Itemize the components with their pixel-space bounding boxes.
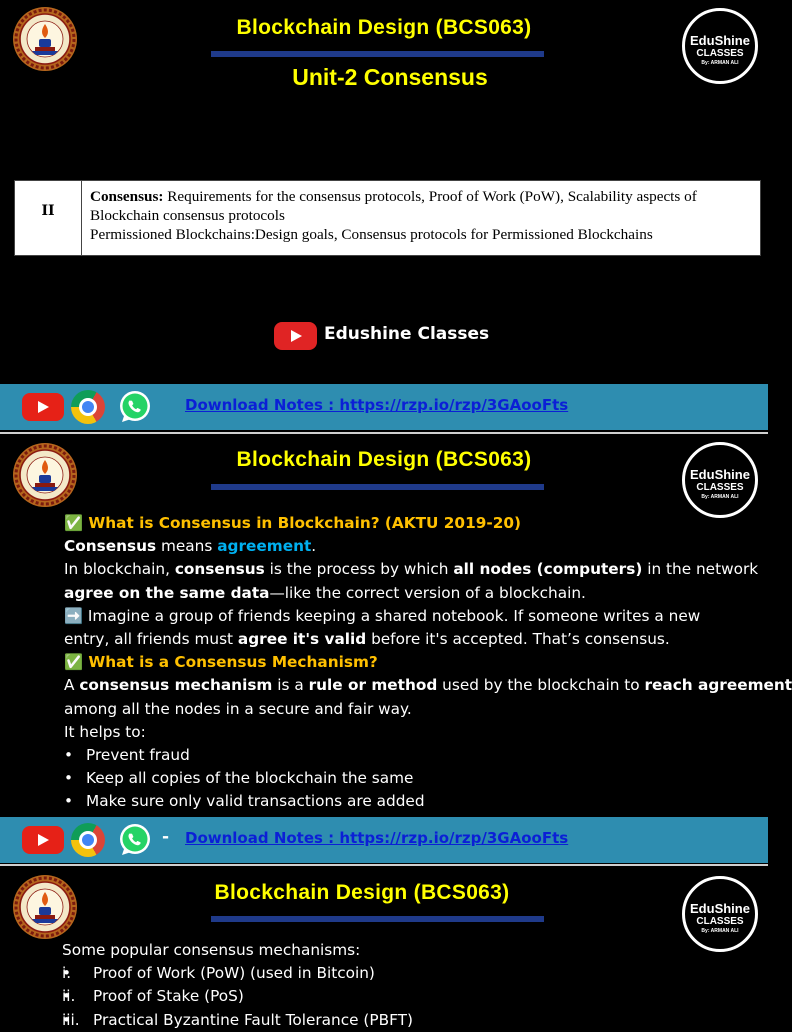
list-item: • Keep all copies of the blockchain the same — [64, 767, 764, 790]
text-line: agree on the same data—like the correct version of a blockchain. — [64, 583, 586, 602]
edushine-logo: EduShine CLASSES By: ARMAN ALI — [682, 8, 758, 84]
list-item: • iii. Practical Byzantine Fault Tolerance (PBFT) — [62, 1009, 762, 1032]
download-notes-link[interactable]: Download Notes : https://rzp.io/rzp/3GAooFts — [185, 829, 569, 847]
youtube-icon — [274, 322, 317, 350]
title-underline — [211, 484, 544, 490]
list-item: • Prevent fraud — [64, 744, 764, 767]
slide-subtitle: Unit-2 Consensus — [292, 64, 488, 90]
list-item: • ii. Proof of Stake (PoS) — [62, 985, 762, 1008]
channel-label: Edushine Classes — [324, 324, 490, 344]
text-line: ➡️ Imagine a group of friends keeping a shared notebook. If someone writes a new — [64, 606, 701, 625]
youtube-icon[interactable] — [22, 393, 64, 421]
list-item: • i. Proof of Work (PoW) (used in Bitcoin) — [62, 962, 762, 985]
slide-title: Blockchain Design (BCS063) — [236, 16, 532, 39]
slide-title: Blockchain Design (BCS063) — [214, 881, 510, 904]
slide-unit-overview — [0, 0, 768, 429]
download-notes-link[interactable]: Download Notes : https://rzp.io/rzp/3GAooFts — [185, 396, 569, 414]
text-line: Some popular consensus mechanisms: — [62, 941, 361, 959]
slide-title: Blockchain Design (BCS063) — [236, 448, 532, 471]
slide-body — [64, 512, 792, 814]
text-line: It helps to: — [64, 722, 146, 741]
question-heading: ✅ What is Consensus in Blockchain? (AKTU 2019-20) — [64, 514, 521, 532]
slide-consensus-mechanisms — [0, 864, 768, 1029]
text-line: In blockchain, consensus is the process by which all nodes (computers) in the network — [64, 560, 759, 579]
text-line: Consensus means agreement. — [64, 537, 317, 556]
text-line: entry, all friends must agree it's valid before it's accepted. That’s consensus. — [64, 630, 670, 649]
title-underline — [211, 916, 544, 922]
syllabus-table — [14, 180, 761, 256]
text-line: among all the nodes in a secure and fair way. — [64, 699, 412, 718]
footer-bar — [0, 384, 768, 430]
edushine-logo: EduShine CLASSES By: ARMAN ALI — [682, 876, 758, 952]
syllabus-text: Consensus: Requirements for the consensus protocols, Proof of Work (PoW), Scalability aspects of Blockchain consensus protocols Permissioned Blockchains:Design goals, Consensus protocols for Permissioned Blockchains — [90, 188, 697, 243]
title-underline — [211, 51, 544, 57]
chrome-icon[interactable] — [71, 823, 105, 857]
separator-dash: - — [162, 827, 170, 847]
mechanism-list — [62, 962, 762, 1032]
whatsapp-icon[interactable] — [117, 389, 153, 425]
whatsapp-icon[interactable] — [117, 822, 153, 858]
list-item: • Make sure only valid transactions are added — [64, 790, 764, 813]
text-line: A consensus mechanism is a rule or method used by the blockchain to reach agreement — [64, 676, 792, 695]
unit-number: II — [15, 181, 82, 255]
footer-bar — [0, 817, 768, 863]
slide-body — [62, 939, 762, 1032]
benefits-list — [64, 744, 764, 814]
youtube-icon[interactable] — [22, 826, 64, 854]
slide-consensus-intro — [0, 432, 792, 864]
chrome-icon[interactable] — [71, 390, 105, 424]
edushine-logo: EduShine CLASSES By: ARMAN ALI — [682, 442, 758, 518]
question-heading: ✅ What is a Consensus Mechanism? — [64, 653, 378, 672]
